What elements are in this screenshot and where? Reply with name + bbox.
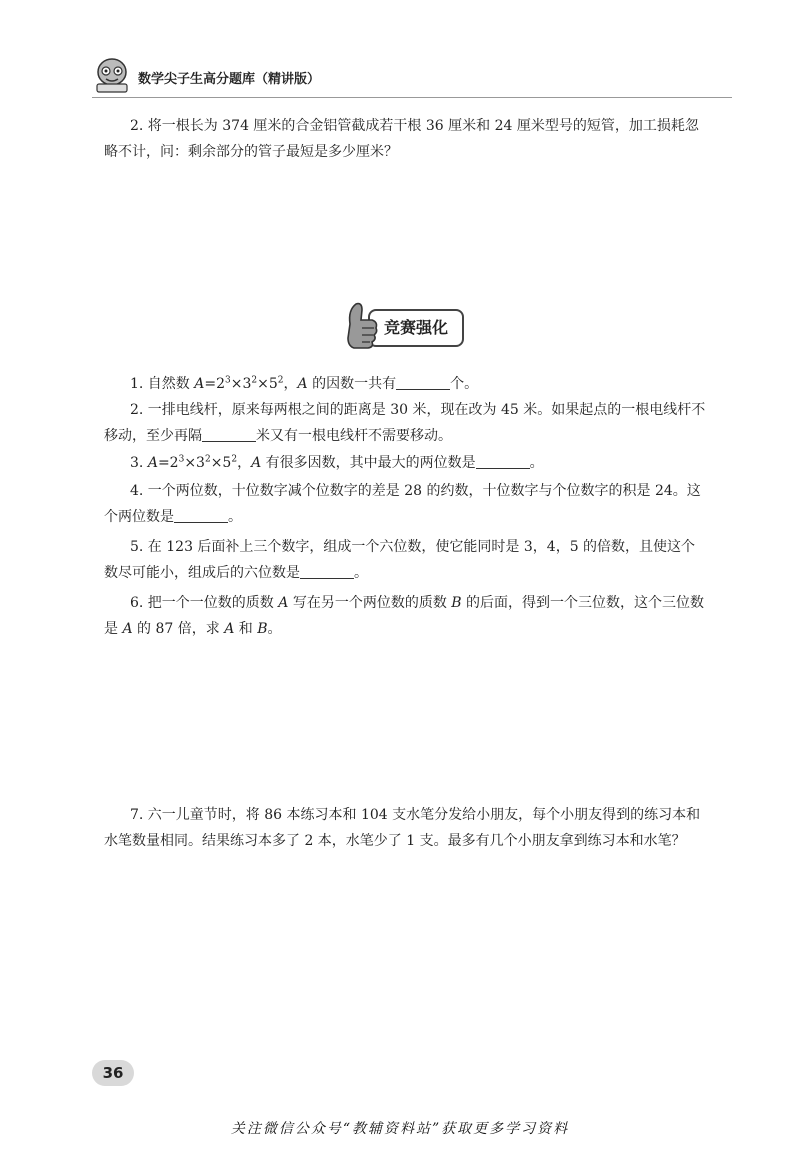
header-title: 数学尖子生高分题库（精讲版） [138,72,321,87]
problem-1: 1. 自然数 $A=2^3\times 3^2\times 5^2$，A 的因数一共有 个。 [130,375,479,392]
mascot-icon [92,56,132,94]
page-header [92,56,732,96]
problem-7: 7. 六一儿童节时，将 86 本练习本和 104 支水笔分发给小朋友，每个小朋友得到的练习本和水笔数量相同。结果练习本多了 2 本，水笔少了 1 支。最多有几个小朋友拿到练习本和水笔？ [104,807,701,849]
answer-blank[interactable] [476,453,530,469]
problem-pre-2: 2. 将一根长为 374 厘米的合金铝管截成若干根 36 厘米和 24 厘米型号的短管，加工损耗忽略不计，问：剩余部分的管子最短是多少厘米？ [104,118,699,160]
footer-note: 关注微信公众号“教辅资料站”获取更多学习资料 [230,1121,570,1137]
page-number: 36 [92,1060,134,1086]
answer-blank[interactable] [174,507,228,523]
problem-3: 3. $A=2^3\times 3^2\times 5^2$，A 有很多因数，其中最大的两位数是 。 [130,454,544,471]
problem-4: 4. 一个两位数，十位数字减个位数字的差是 28 的约数，十位数字与个位数字的积是 24。这个两位数是 。 [104,483,701,525]
section-title-box [368,309,464,347]
header-divider [92,97,732,98]
problem-5: 5. 在 123 后面补上三个数字，组成一个六位数，使它能同时是 3，4，5 的倍数，且使这个数尽可能小，组成后的六位数是 。 [104,539,696,581]
answer-blank[interactable] [300,563,354,579]
problem-6: 6. 把一个一位数的质数 A 写在另一个两位数的质数 B 的后面，得到一个三位数，这个三位数是 A 的 87 倍，求 A 和 B。 [104,595,705,637]
problem-2: 2. 一排电线杆，原来每两根之间的距离是 30 米，现在改为 45 米。如果起点的一根电线杆不移动，至少再隔 米又有一根电线杆不需要移动。 [104,402,706,444]
thumbs-up-icon [340,300,380,354]
answer-blank[interactable] [396,374,450,390]
section-title: 竞赛强化 [383,318,448,337]
section-badge [340,300,466,354]
answer-blank[interactable] [202,426,256,442]
